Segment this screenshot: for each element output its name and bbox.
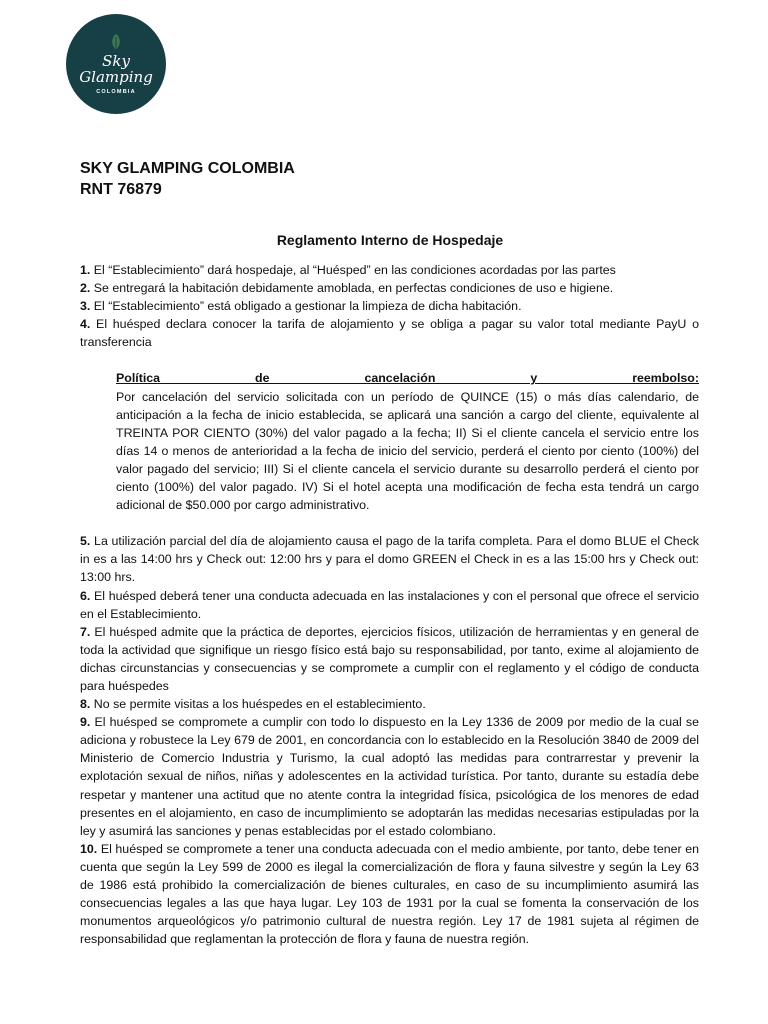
document-header [80, 158, 295, 200]
clause-text: El “Establecimiento” está obligado a gestionar la limpieza de dicha habitación. [90, 299, 522, 314]
clause-number: 7. [80, 624, 91, 639]
rules-body [80, 261, 699, 948]
clause-number: 8. [80, 697, 91, 712]
clause-7 [80, 623, 699, 695]
logo-text-sky: Sky [102, 52, 130, 70]
clause-text: El “Establecimiento” dará hospedaje, al “Huésped” en las condiciones acordadas por las partes [90, 263, 616, 277]
rnt-number: RNT 76879 [80, 181, 162, 198]
clause-6 [80, 587, 699, 623]
clause-1 [80, 261, 699, 279]
clause-4 [80, 315, 699, 351]
clause-text: Se entregará la habitación debidamente amoblada, en perfectas condiciones de uso e higiene. [90, 281, 614, 296]
clause-8 [80, 695, 699, 713]
logo-text-colombia: COLOMBIA [96, 89, 136, 95]
clause-number: 1. [80, 263, 91, 277]
clause-text: El huésped se compromete a cumplir con todo lo dispuesto en la Ley 1336 de 2009 por medio de la cual se adiciona y robustece la Ley 679 de 2001, en concordancia con lo establecido en la Resolución 3840 de 2009 del Ministerio de Comercio Industria y Turismo, la cual adoptó las medidas para contrarrestar y prevenir la explotación sexual de niños, niñas y adolescentes en la actividad turística. Por tanto, durante su estadía debe respetar y mantener una actitud que no atente contra la integridad física, psicológica de los menores de edad presentes en el alojamiento, en caso de incumplimiento se adoptarán las medidas necesarias estipuladas por la ley y asumirá las sanciones y penas establecidas por el estado colombiano. [80, 715, 699, 838]
clause-text: El huésped declara conocer la tarifa de alojamiento y se obliga a pagar su valor total mediante PayU o transferencia [80, 317, 699, 350]
clause-2 [80, 279, 699, 297]
leaf-icon [109, 33, 123, 53]
clause-number: 3. [80, 299, 91, 314]
clause-number: 9. [80, 715, 91, 730]
clause-text: No se permite visitas a los huéspedes en el establecimiento. [90, 697, 426, 712]
clause-number: 4. [80, 317, 91, 332]
policy-text: Por cancelación del servicio solicitada con un período de QUINCE (15) o más días calendario, de anticipación a la fecha de inicio establecida, se aplicará una sanción a cargo del cliente, equivalente al TREINTA POR CIENTO (30%) del valor pagado a la fecha; II) Si el cliente cancela el servicio entre los días 14 o menos de anterioridad a la fecha de inicio del servicio, perderá el ciento por ciento (100%) del valor pagado del servicio; III) Si el cliente cancela el servicio durante su desarrollo perderá el ciento por ciento (100%) del valor pagado. IV) Si el hotel acepta una modificación de fecha esta tendrá un cargo adicional de $50.000 por cargo administrativo. [116, 389, 699, 513]
clause-number: 6. [80, 588, 91, 603]
document-title: Reglamento Interno de Hospedaje [276, 232, 504, 248]
clause-number: 5. [80, 534, 91, 549]
logo [66, 14, 166, 114]
clause-5 [80, 532, 699, 586]
policy-heading: Política de cancelación y reembolso: [116, 371, 699, 386]
clause-text: El huésped admite que la práctica de deportes, ejercicios físicos, utilización de herramientas y en general de toda la actividad que signifique un riesgo físico está bajo su responsabilidad, por tanto, exime al alojamiento de dichas circunstancias y consecuencias y se compromete a cumplir con el reglamento y el código de conducta para huéspedes [80, 624, 699, 693]
clause-9 [80, 713, 699, 840]
clause-3 [80, 297, 699, 315]
cancellation-policy [116, 369, 699, 514]
clause-text: El huésped deberá tener una conducta adecuada en las instalaciones y con el personal que ofrece el servicio en el Establecimiento. [80, 588, 699, 621]
clause-number: 2. [80, 281, 91, 296]
clause-10 [80, 840, 699, 949]
clause-text: La utilización parcial del día de alojamiento causa el pago de la tarifa completa. Para el domo BLUE el Check in es a las 14:00 hrs y Check out: 12:00 hrs y para el domo GREEN el Check in es a las 15:00 hrs y Check out: 13:00 hrs. [80, 534, 699, 585]
logo-text-glamping: Glamping [79, 68, 153, 86]
clause-number: 10. [80, 841, 98, 856]
clause-text: El huésped se compromete a tener una conducta adecuada con el medio ambiente, por tanto, debe tener en cuenta que según la Ley 599 de 2000 es ilegal la comercialización de flora y fauna silvestre y según la Ley 63 de 1986 está prohibido la comercialización de bienes culturales, en caso de su incumplimiento asumirá las consecuencias legales a las que haya lugar. Ley 103 de 1931 por la cual se fomenta la conservación de los monumentos arqueológicos y/o patrimonio cultural de nuestra región. Ley 17 de 1981 sujeta al régimen de responsabilidad que reglamentan la protección de flora y fauna de nuestra región. [80, 841, 699, 947]
company-name: SKY GLAMPING COLOMBIA [80, 160, 295, 177]
